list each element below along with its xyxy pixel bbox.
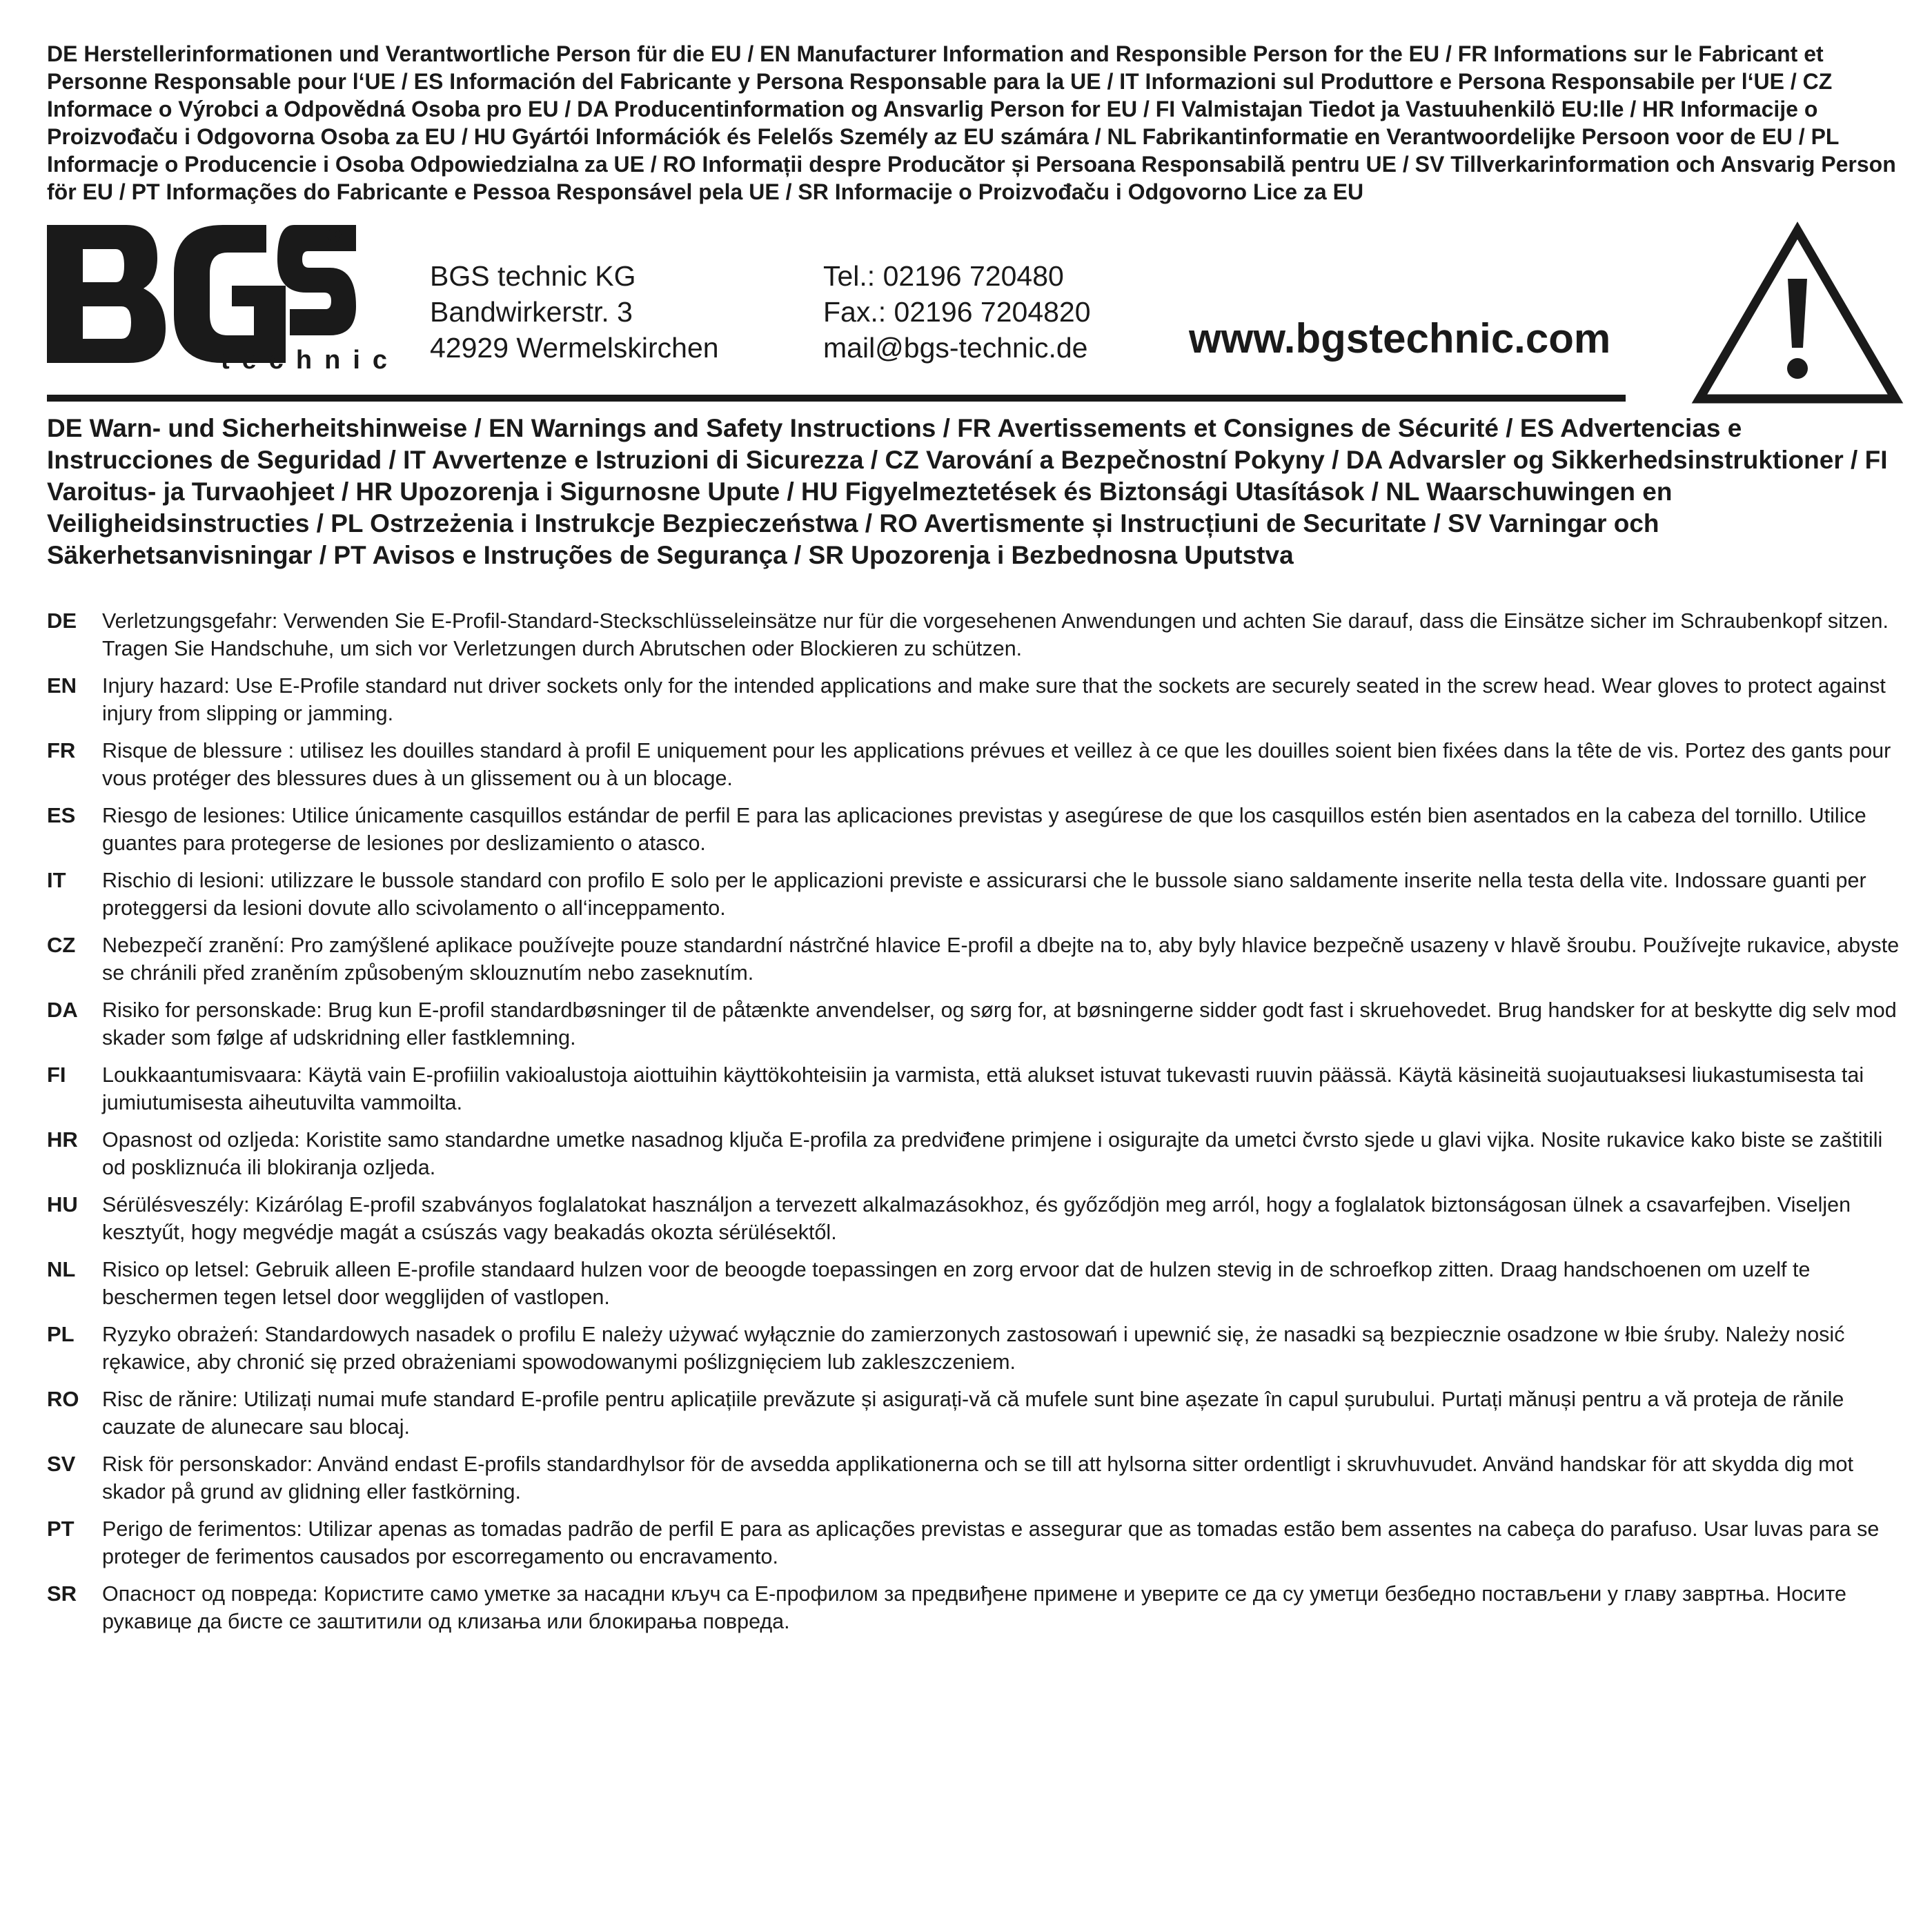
instruction-row-sr [47, 1580, 1903, 1635]
language-code: CZ [47, 933, 76, 957]
instruction-row-fi [47, 1061, 1903, 1116]
street-address: Bandwirkerstr. 3 [430, 296, 633, 328]
instruction-text: Опасност од повреда: Користите само уметке за насадни кључ са Е-профилом за предвиђене примене и уверите се да су уметци безбедно постављени у главу завртња. Носите рукавице да бисте се заштитили од клизања или блокирања повреда. [102, 1582, 1846, 1633]
language-code: HU [47, 1192, 78, 1216]
company-address [430, 258, 719, 366]
instruction-row-ro [47, 1386, 1903, 1441]
language-code: HR [47, 1127, 78, 1152]
instruction-row-hr [47, 1126, 1903, 1181]
instruction-text: Risiko for personskade: Brug kun E-profil standardbøsninger til de påtænkte anvendelser, og sørg for, at bøsningerne sidder godt fast i skruehovedet. Brug handsker for at beskytte dig selv mod skader som følge af udskridning eller fastklemning. [102, 998, 1897, 1049]
registered-mark: ® [326, 224, 342, 247]
instruction-row-fr [47, 737, 1903, 792]
instruction-row-it [47, 867, 1903, 922]
company-contact [823, 258, 1091, 366]
fax-number: Fax.: 02196 7204820 [823, 296, 1091, 328]
instruction-text: Injury hazard: Use E-Profile standard nut driver sockets only for the intended applications and make sure that the sockets are securely seated in the screw head. Wear gloves to protect against injury from slipping or jamming. [102, 674, 1886, 725]
language-code: FI [47, 1063, 66, 1087]
language-code: PT [47, 1517, 75, 1541]
language-code: EN [47, 673, 77, 698]
instruction-text: Perigo de ferimentos: Utilizar apenas as tomadas padrão de perfil E para as aplicações previstas e assegurar que as tomadas estão bem assentes na cabeça do parafuso. Usar luvas para se proteger de ferimentos causados por escorregamento ou encravamento. [102, 1517, 1880, 1568]
email-address: mail@bgs-technic.de [823, 332, 1088, 364]
instruction-text: Loukkaantumisvaara: Käytä vain E-profiilin vakioalustoja aiottuihin käyttökohteisiin ja varmista, että alukset istuvat tukevasti ruuvin päässä. Käytä käsineitä suojautuaksesi liukastumisesta tai jumiutumisesta aiheutuvilta vammoilta. [102, 1063, 1864, 1114]
instruction-row-es [47, 802, 1903, 857]
header-row [47, 225, 1903, 397]
manufacturer-info-heading: DE Herstellerinformationen und Verantwortliche Person für die EU / EN Manufacturer Information and Responsible Person for the EU / FR Informations sur le Fabricant et Personne Responsable pour l‘UE / ES Información del Fabricante y Persona Responsable para la UE / IT Informazioni sul Produttore e Persona Responsabile per l‘UE / CZ Informace o Výrobci a Odpovědná Osoba pro EU / DA Producentinformation og Ansvarlig Person for EU / FI Valmistajan Tiedot ja Vastuuhenkilö EU:lle / HR Informacije o Proizvođaču i Odgovorna Osoba za EU / HU Gyártói Információk és Felelős Személy az EU számára / NL Fabrikantinformatie en Verantwoordelijke Persoon voor de EU / PL Informacje o Producencie i Osoba Odpowiedzialna za UE / RO Informații despre Producător și Persoana Responsabilă pentru UE / SV Tillverkarinformation och Ansvarig Person för EU / PT Informações do Fabricante e Pessoa Responsável pela UE / SR Informacije o Proizvođaču i Odgovorno Lice za EU [47, 41, 1896, 204]
instruction-text: Risc de rănire: Utilizați numai mufe standard E-profile pentru aplicațiile prevăzute și asigurați-vă că mufele sunt bine așezate în capul șurubului. Purtați mănuși pentru a vă proteja de rănile cauzate de alunecare sau blocaj. [102, 1388, 1844, 1439]
instruction-text: Rischio di lesioni: utilizzare le bussole standard con profilo E solo per le applicazioni previste e assicurarsi che le bussole siano saldamente inserite nella testa della vite. Indossare guanti per proteggersi da lesioni dovute allo scivolamento o all‘inceppamento. [102, 869, 1866, 920]
city-address: 42929 Wermelskirchen [430, 332, 719, 364]
instruction-row-en [47, 672, 1903, 727]
bgs-technic-logo [47, 224, 400, 375]
header-divider [47, 395, 1626, 402]
language-code: IT [47, 868, 66, 892]
instruction-text: Risk för personskador: Använd endast E-profils standardhylsor för de avsedda applikationerna och se till att hylsorna sitter ordentligt i skruvhuvudet. Använd handskar för att skydda dig mot skador på grund av glidning eller fastkörning. [102, 1452, 1853, 1504]
language-code: DE [47, 609, 77, 633]
instruction-row-cz [47, 931, 1903, 987]
language-code: FR [47, 738, 76, 762]
website-link[interactable]: www.bgstechnic.com [1189, 315, 1611, 362]
document-page [47, 40, 1903, 1645]
instruction-text: Risico op letsel: Gebruik alleen E-profile standaard hulzen voor de beoogde toepassingen en zorg ervoor dat de hulzen stevig in de schroefkop zitten. Draag handschoenen om uzelf te beschermen tegen letsel door wegglijden of vastlopen. [102, 1258, 1811, 1309]
instruction-row-pl [47, 1321, 1903, 1376]
safety-instructions-heading: DE Warn- und Sicherheitshinweise / EN Warnings and Safety Instructions / FR Avertissements et Consignes de Sécurité / ES Advertencias e Instrucciones de Seguridad / IT Avvertenze e Istruzioni di Sicurezza / CZ Varování a Bezpečnostní Pokyny / DA Advarsler og Sikkerhedsinstruktioner / FI Varoitus- ja Turvaohjeet / HR Upozorenja i Sigurnosne Upute / HU Figyelmeztetések és Biztonsági Utasítások / NL Waarschuwingen en Veiligheidsinstructies / PL Ostrzeżenia i Instrukcje Bezpieczeństwa / RO Avertismente și Instrucțiuni de Securitate / SV Varningar och Säkerhetsanvisningar / PT Avisos e Instruções de Segurança / SR Upozorenja i Bezbednosna Uputstva [47, 414, 1888, 569]
instruction-text: Verletzungsgefahr: Verwenden Sie E-Profil-Standard-Steckschlüsseleinsätze nur für die vorgesehenen Anwendungen und achten Sie darauf, dass die Einsätze sicher im Schraubenkopf sitzen. Tragen Sie Handschuhe, um sich vor Verletzungen durch Abrutschen oder Blockieren zu schützen. [102, 609, 1889, 660]
language-code: PL [47, 1322, 75, 1346]
instruction-row-da [47, 996, 1903, 1052]
warning-triangle-icon [1694, 225, 1901, 404]
instructions-list [47, 607, 1903, 1635]
instruction-row-sv [47, 1450, 1903, 1506]
logo-technic-text: technic [221, 346, 400, 375]
language-code: RO [47, 1387, 79, 1411]
instruction-row-hu [47, 1191, 1903, 1246]
instruction-text: Opasnost od ozljeda: Koristite samo standardne umetke nasadnog ključa E-profila za predviđene primjene i osigurajte da umetci čvrsto sjede u glavi vijka. Nosite rukavice kako biste se zaštitili od poskliznuća ili blokiranja ozljeda. [102, 1128, 1883, 1179]
instruction-text: Ryzyko obrażeń: Standardowych nasadek o profilu E należy używać wyłącznie do zamierzonych zastosowań i upewnić się, że nasadki są bezpiecznie osadzone w łbie śruby. Należy nosić rękawice, aby chronić się przed obrażeniami spowodowanymi poślizgnięciem lub zakleszczeniem. [102, 1323, 1845, 1374]
instruction-row-de [47, 607, 1903, 662]
language-code: DA [47, 998, 78, 1022]
language-code: SR [47, 1581, 77, 1606]
phone-number: Tel.: 02196 720480 [823, 260, 1064, 292]
company-name: BGS technic KG [430, 260, 636, 292]
language-code: NL [47, 1257, 76, 1281]
instruction-row-nl [47, 1256, 1903, 1311]
instruction-text: Risque de blessure : utilisez les douilles standard à profil E uniquement pour les applications prévues et veillez à ce que les douilles soient bien fixées dans la tête de vis. Portez des gants pour vous protéger des blessures dues à un glissement ou à un blocage. [102, 739, 1891, 790]
instruction-text: Riesgo de lesiones: Utilice únicamente casquillos estándar de perfil E para las aplicaciones previstas y asegúrese de que los casquillos estén bien asentados en la cabeza del tornillo. Utilice guantes para protegerse de lesiones por deslizamiento o atasco. [102, 804, 1866, 855]
instruction-text: Sérülésveszély: Kizárólag E-profil szabványos foglalatokat használjon a tervezett alkalmazásokhoz, és győződjön meg arról, hogy a foglalatok biztonságosan ülnek a csavarfejben. Viseljen kesztyűt, hogy megvédje magát a csúszás vagy beakadás okozta sérülésektől. [102, 1193, 1851, 1244]
instruction-text: Nebezpečí zranění: Pro zamýšlené aplikace používejte pouze standardní nástrčné hlavice E-profil a dbejte na to, aby byly hlavice bezpečně usazeny v hlavě šroubu. Používejte rukavice, abyste se chránili před zraněním způsobeným sklouznutím nebo zaseknutím. [102, 934, 1900, 985]
instruction-row-pt [47, 1515, 1903, 1570]
language-code: ES [47, 803, 76, 827]
language-code: SV [47, 1452, 76, 1476]
